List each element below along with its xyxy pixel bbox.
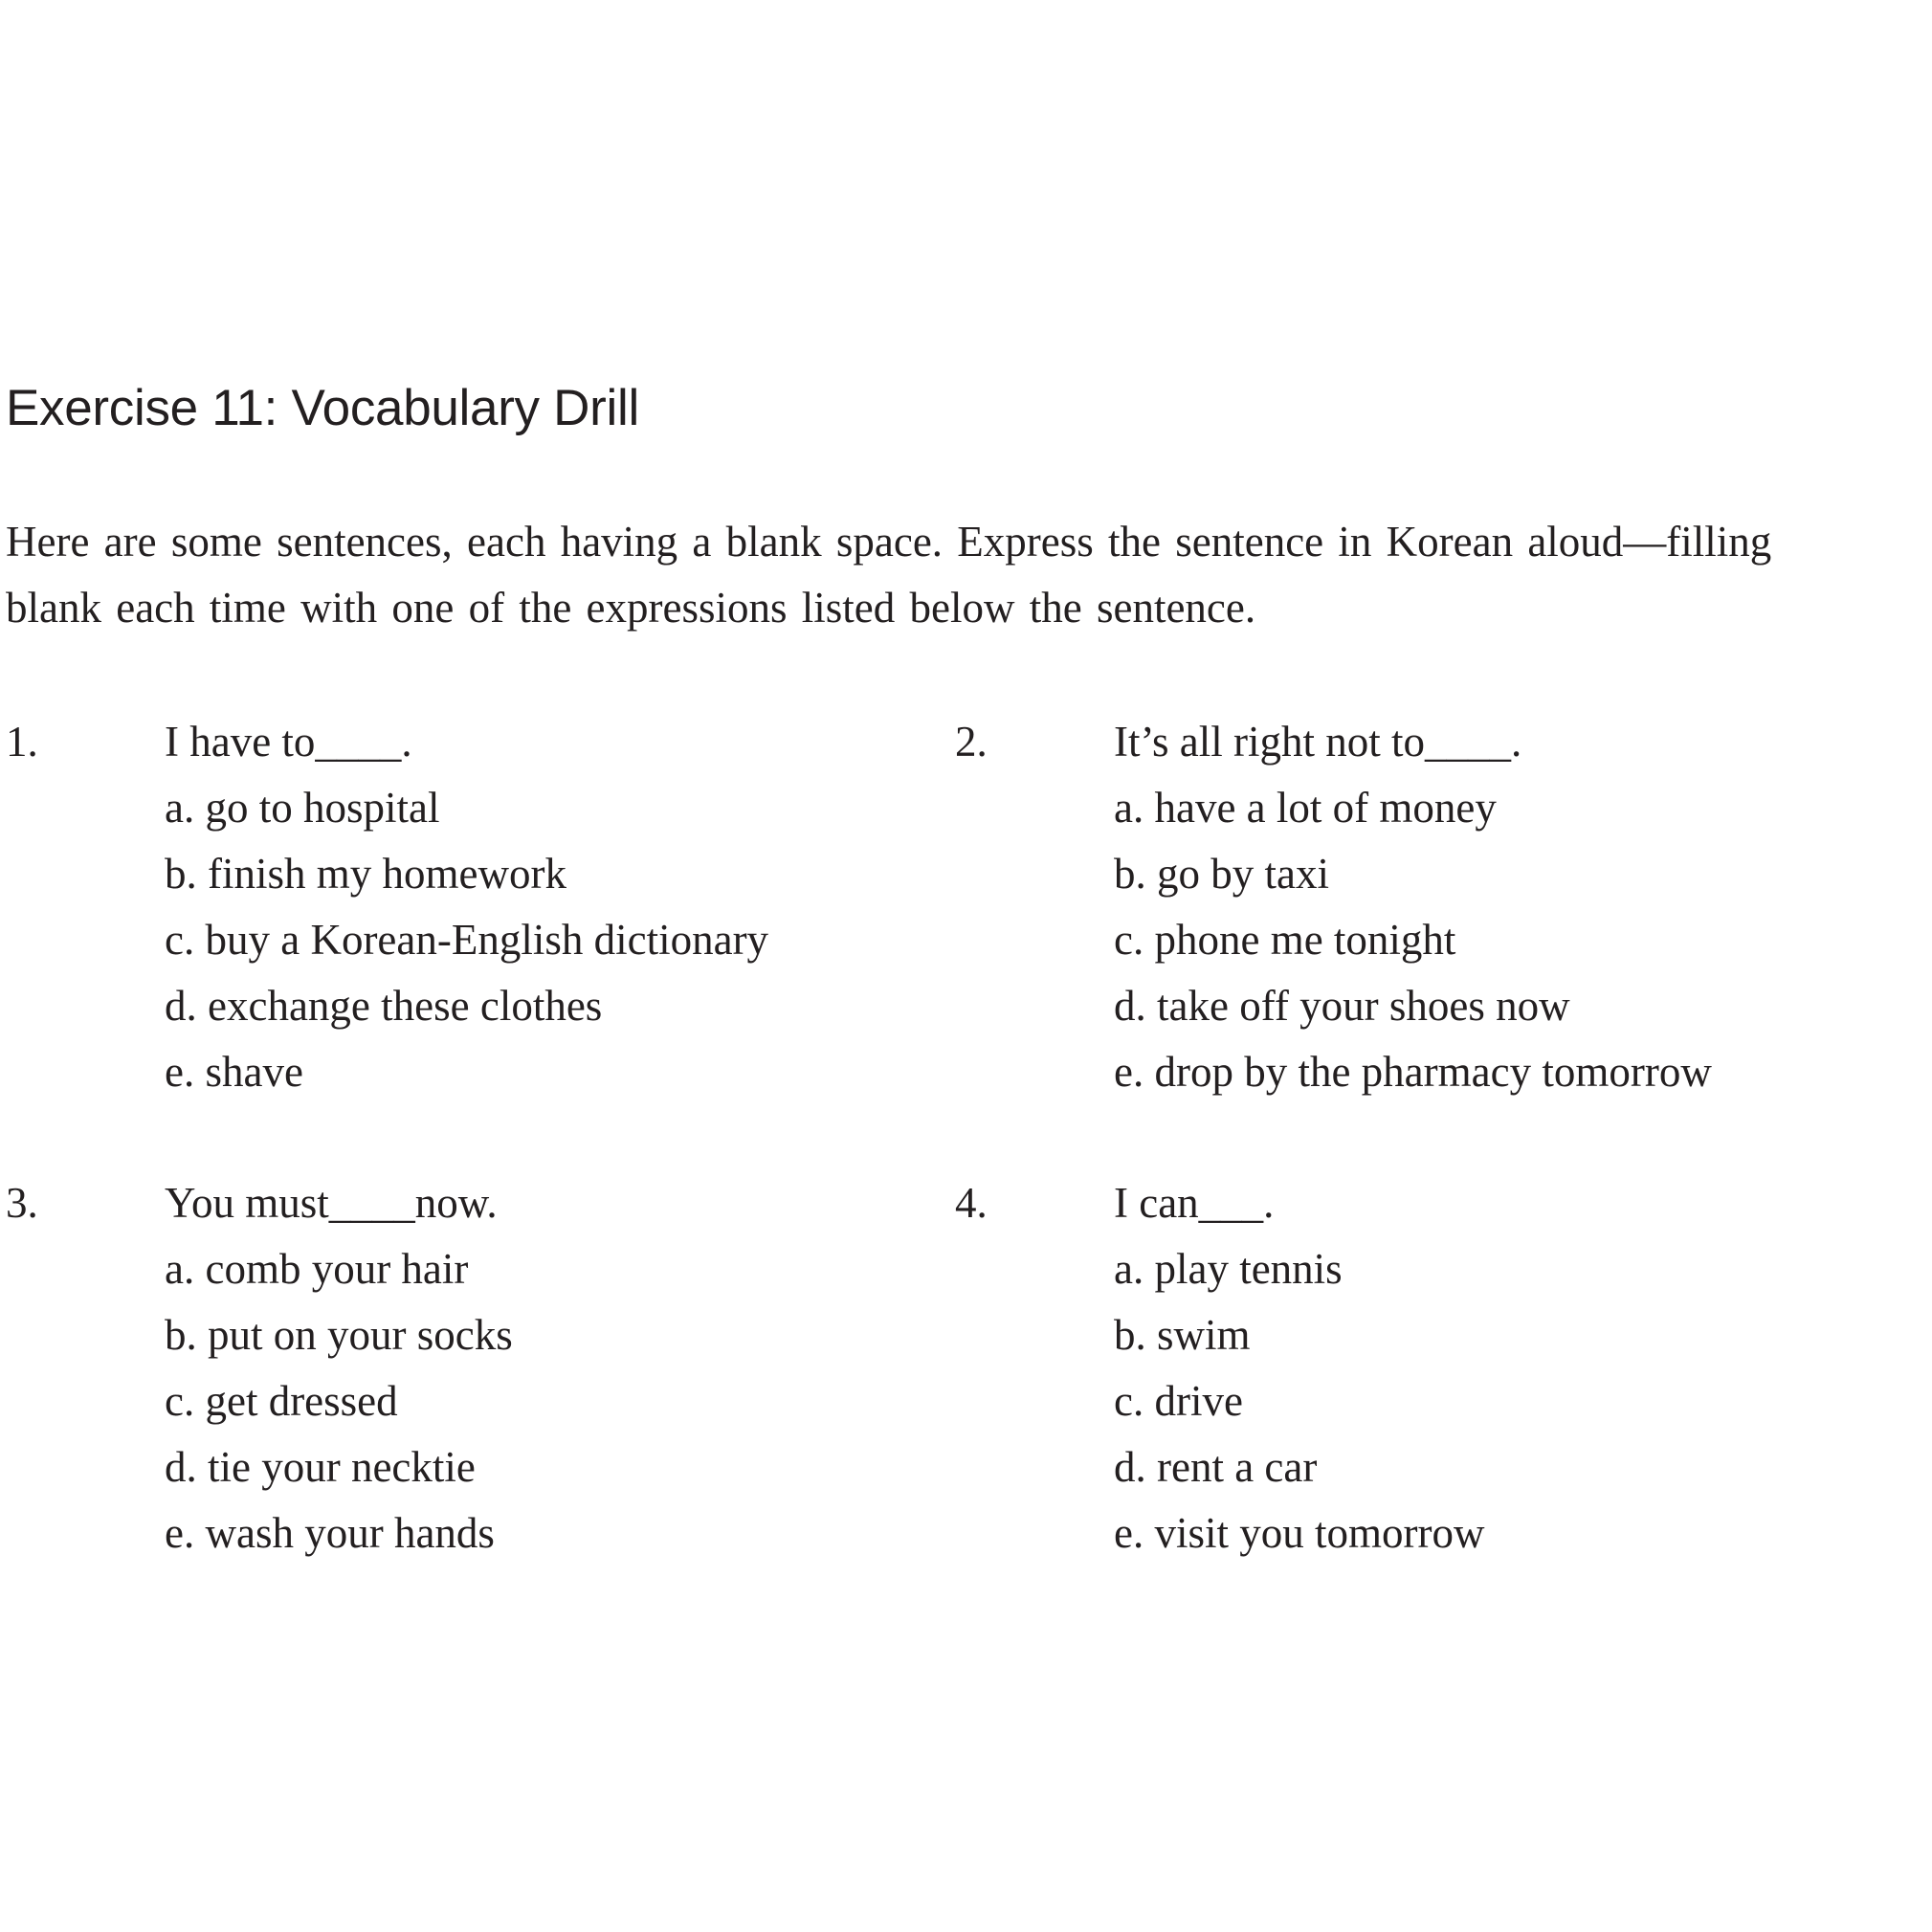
item-body xyxy=(1114,709,1712,1105)
item-prompt: It’s all right not to____. xyxy=(1114,718,1522,766)
option-d: d. rent a car xyxy=(1114,1443,1318,1491)
option-c: c. buy a Korean-English dictionary xyxy=(165,916,769,964)
item-prompt: I have to____. xyxy=(165,718,412,766)
instructions-line-2: blank each time with one of the expressions listed below the sentence. xyxy=(6,584,1256,632)
option-e: e. visit you tomorrow xyxy=(1114,1509,1485,1557)
option-e: e. drop by the pharmacy tomorrow xyxy=(1114,1048,1712,1096)
option-a: a. have a lot of money xyxy=(1114,784,1497,832)
option-c: c. drive xyxy=(1114,1377,1243,1425)
item-number: 1. xyxy=(6,718,38,766)
option-a: a. comb your hair xyxy=(165,1245,469,1293)
option-b: b. finish my homework xyxy=(165,850,566,898)
option-b: b. swim xyxy=(1114,1311,1251,1359)
item-number: 2. xyxy=(955,718,988,766)
option-d: d. take off your shoes now xyxy=(1114,982,1570,1030)
item-prompt: I can___. xyxy=(1114,1179,1275,1227)
item-body xyxy=(165,709,768,1105)
option-a: a. play tennis xyxy=(1114,1245,1343,1293)
instructions xyxy=(6,509,1932,641)
item-body xyxy=(1114,1170,1484,1566)
instructions-line-1: Here are some sentences, each having a blank space. Express the sentence in Korean aloud—filling xyxy=(6,518,1772,566)
option-a: a. go to hospital xyxy=(165,784,440,832)
item-number: 4. xyxy=(955,1179,988,1227)
option-e: e. wash your hands xyxy=(165,1509,495,1557)
option-d: d. tie your necktie xyxy=(165,1443,476,1491)
option-d: d. exchange these clothes xyxy=(165,982,603,1030)
option-b: b. put on your socks xyxy=(165,1311,513,1359)
option-c: c. get dressed xyxy=(165,1377,398,1425)
option-c: c. phone me tonight xyxy=(1114,916,1456,964)
exercise-title: Exercise 11: Vocabulary Drill xyxy=(6,380,639,436)
item-number: 3. xyxy=(6,1179,38,1227)
option-e: e. shave xyxy=(165,1048,303,1096)
item-prompt: You must____now. xyxy=(165,1179,498,1227)
item-body xyxy=(165,1170,513,1566)
option-b: b. go by taxi xyxy=(1114,850,1329,898)
